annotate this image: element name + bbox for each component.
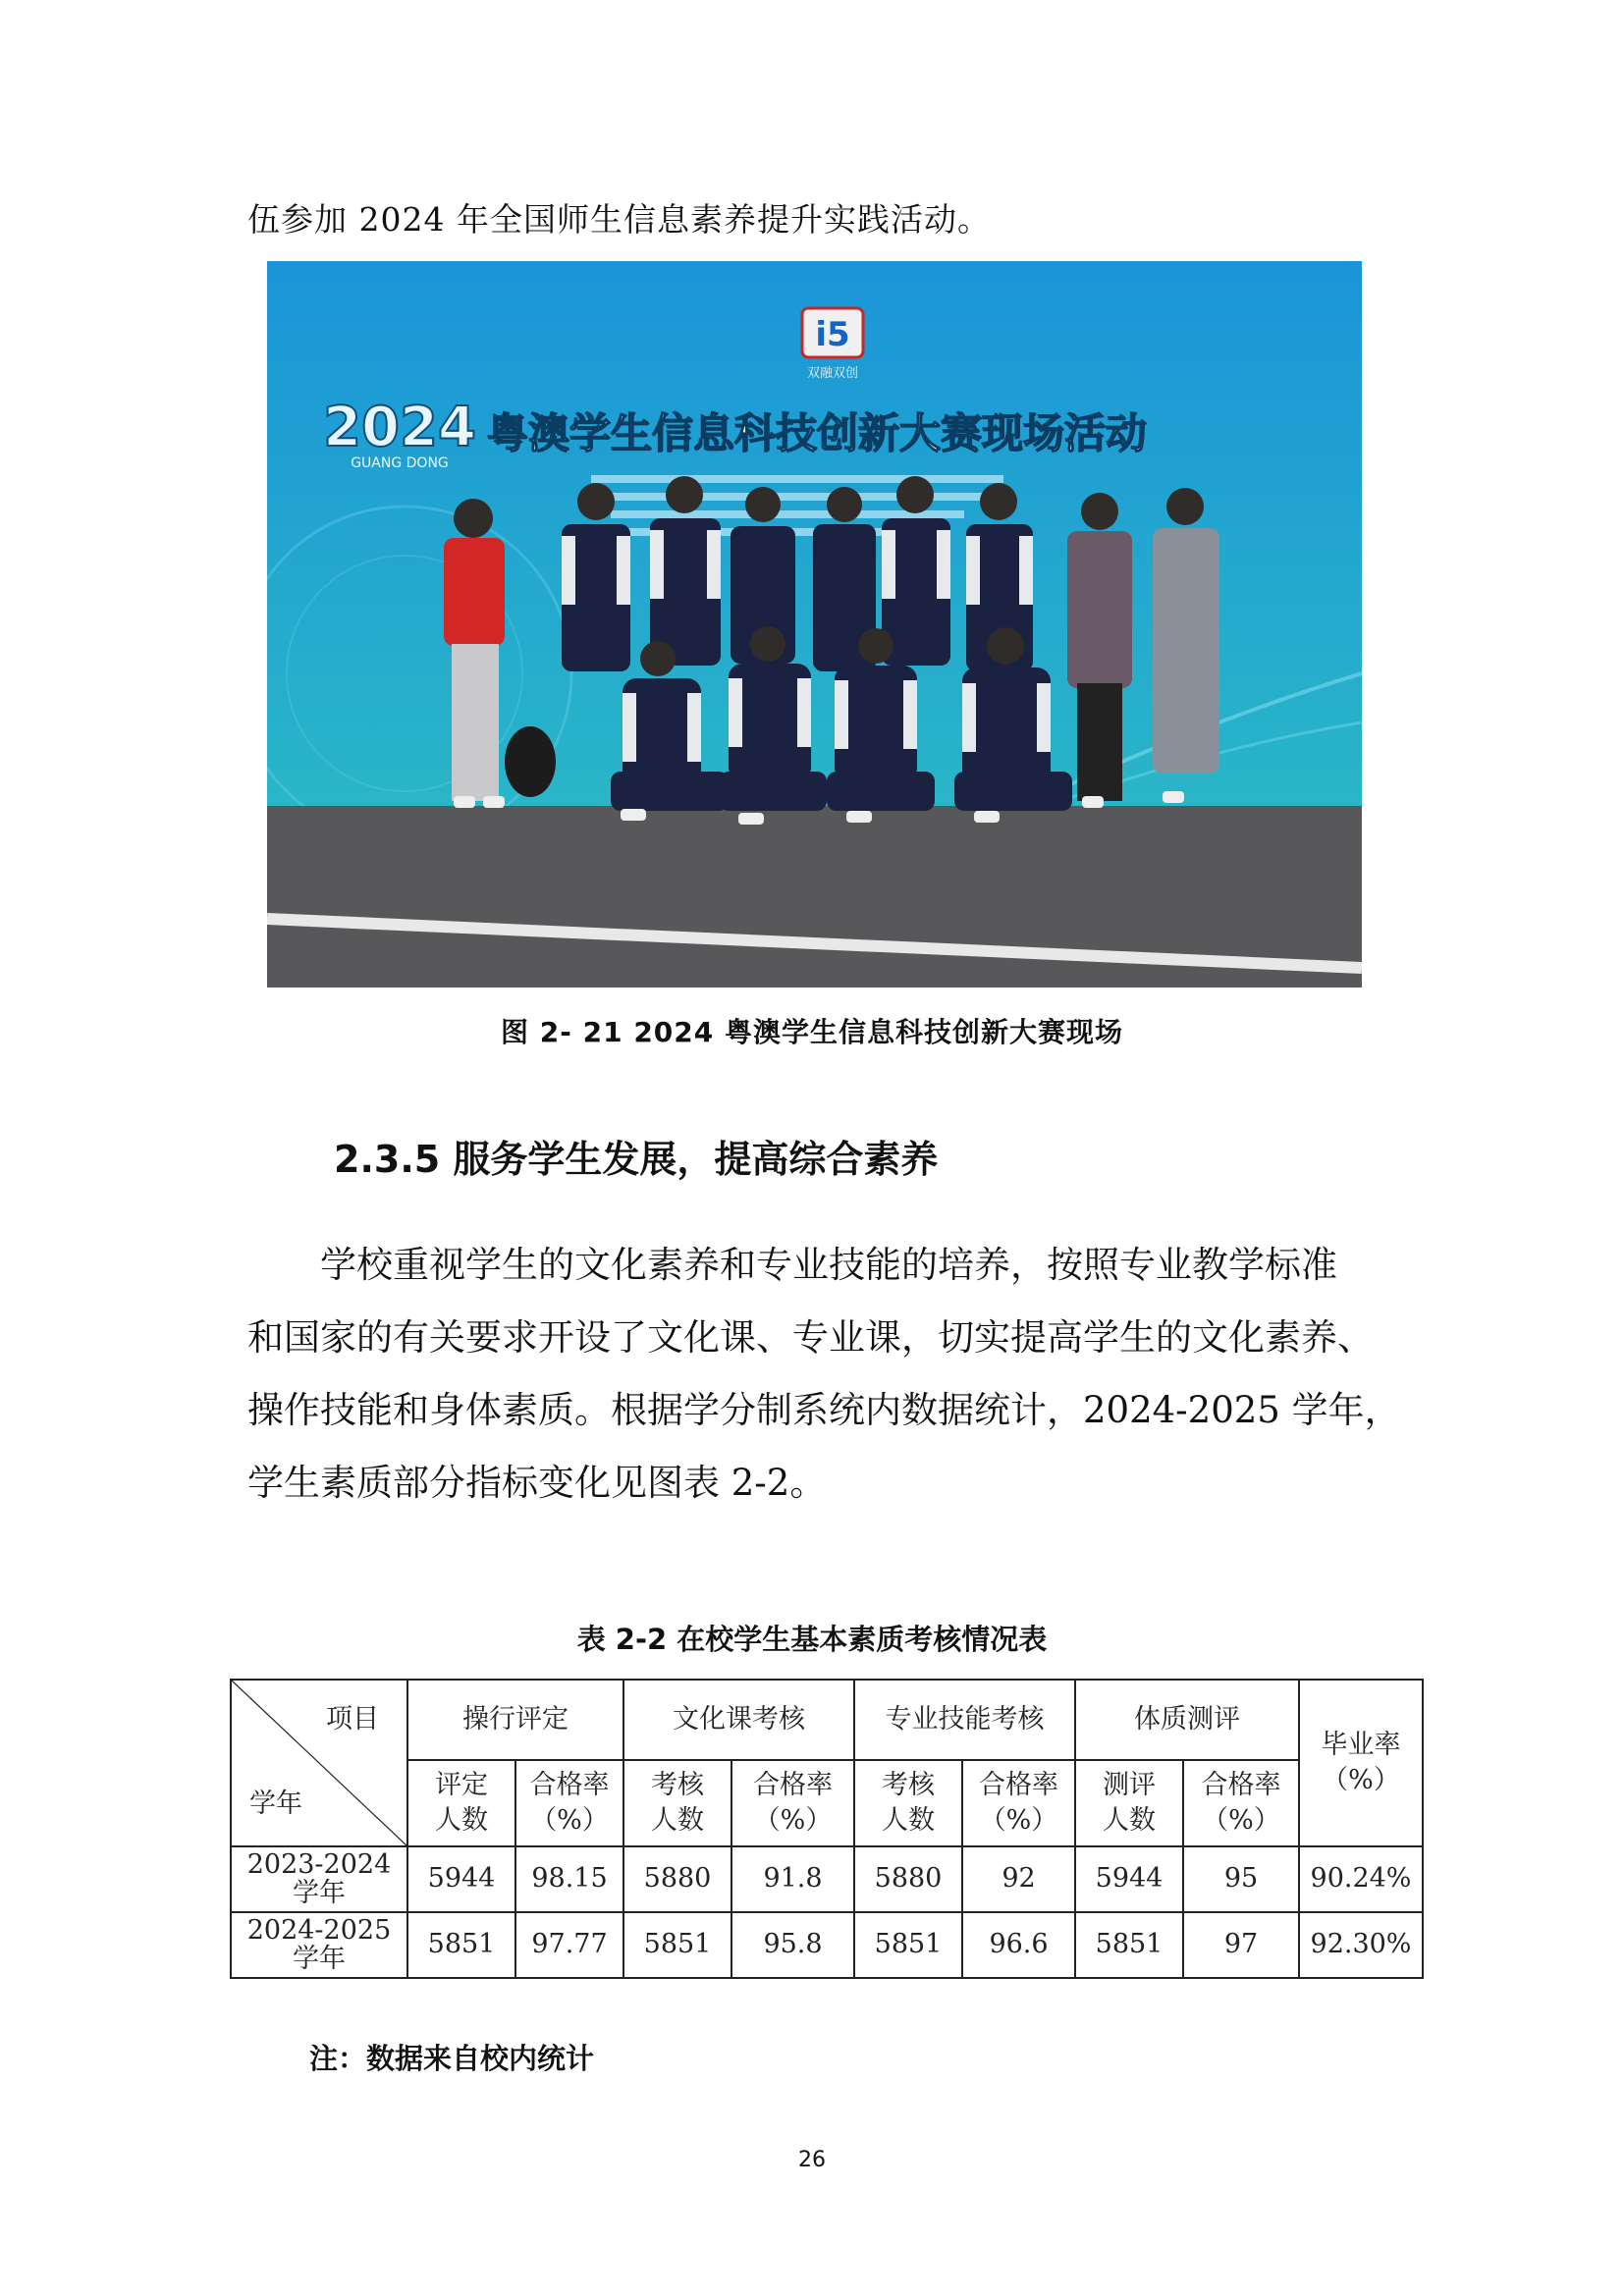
sub-header: 合格率 （%）	[515, 1760, 623, 1846]
sub-header: 合格率 （%）	[731, 1760, 854, 1846]
data-cell: 97	[1183, 1912, 1299, 1978]
banner-year: 2024	[323, 396, 476, 459]
data-cell: 5851	[1075, 1912, 1183, 1978]
paragraph-line: 操作技能和身体素质。根据学分制系统内数据统计，2024-2025 学年，	[247, 1389, 1401, 1431]
corner-header-cell	[231, 1680, 407, 1846]
paragraph-line: 和国家的有关要求开设了文化课、专业课，切实提高学生的文化素养、	[247, 1316, 1374, 1359]
body-paragraph	[247, 1229, 1401, 1520]
table-caption: 表 2-2 在校学生基本素质考核情况表	[576, 1623, 1048, 1656]
year-cell: 2024-2025 学年	[231, 1912, 407, 1978]
sub-header: 测评 人数	[1075, 1760, 1183, 1846]
data-cell: 90.24%	[1299, 1846, 1423, 1912]
sub-header: 合格率 （%）	[962, 1760, 1075, 1846]
sub-header-row	[231, 1760, 1423, 1846]
data-cell: 98.15	[515, 1846, 623, 1912]
data-cell: 95	[1183, 1846, 1299, 1912]
lead-line: 伍参加 2024 年全国师生信息素养提升实践活动。	[247, 200, 991, 239]
data-cell: 92.30%	[1299, 1912, 1423, 1978]
table-row	[231, 1912, 1423, 1978]
data-cell: 5944	[407, 1846, 515, 1912]
sub-header: 考核 人数	[623, 1760, 731, 1846]
data-cell: 5851	[407, 1912, 515, 1978]
section-heading: 2.3.5 服务学生发展，提高综合素养	[334, 1138, 939, 1181]
data-cell: 91.8	[731, 1846, 854, 1912]
sub-header: 合格率 （%）	[1183, 1760, 1299, 1846]
figure-caption: 图 2- 21 2024 粤澳学生信息科技创新大赛现场	[501, 1016, 1123, 1048]
logo-text: i5	[815, 315, 850, 354]
sub-header: 评定 人数	[407, 1760, 515, 1846]
banner-title: 粤澳学生信息科技创新大赛现场活动	[486, 409, 1148, 457]
group-header: 操行评定	[407, 1680, 623, 1760]
data-cell: 5944	[1075, 1846, 1183, 1912]
data-cell: 5851	[623, 1912, 731, 1978]
group-header: 文化课考核	[623, 1680, 854, 1760]
data-cell: 92	[962, 1846, 1075, 1912]
sub-header: 考核 人数	[854, 1760, 962, 1846]
graduation-rate-header: 毕业率 （%）	[1299, 1680, 1423, 1846]
group-header: 专业技能考核	[854, 1680, 1075, 1760]
corner-top-label: 项目	[326, 1704, 379, 1735]
data-cell: 96.6	[962, 1912, 1075, 1978]
quality-assessment-table	[230, 1679, 1424, 1979]
table-row	[231, 1846, 1423, 1912]
banner-year-sub: GUANG DONG	[351, 455, 449, 471]
year-cell: 2023-2024 学年	[231, 1846, 407, 1912]
data-source-note: 注：数据来自校内统计	[309, 2042, 595, 2075]
paragraph-line: 学校重视学生的文化素养和专业技能的培养，按照专业教学标准	[320, 1244, 1337, 1286]
logo-sub: 双融双创	[806, 366, 859, 381]
data-cell: 5851	[854, 1912, 962, 1978]
data-cell: 5880	[623, 1846, 731, 1912]
data-cell: 95.8	[731, 1912, 854, 1978]
paragraph-line: 学生素质部分指标变化见图表 2-2。	[247, 1462, 827, 1504]
event-photo	[267, 261, 1362, 988]
data-cell: 5880	[854, 1846, 962, 1912]
group-header: 体质测评	[1075, 1680, 1299, 1760]
corner-bottom-label: 学年	[249, 1788, 302, 1819]
data-cell: 97.77	[515, 1912, 623, 1978]
page-number: 26	[798, 2148, 826, 2172]
